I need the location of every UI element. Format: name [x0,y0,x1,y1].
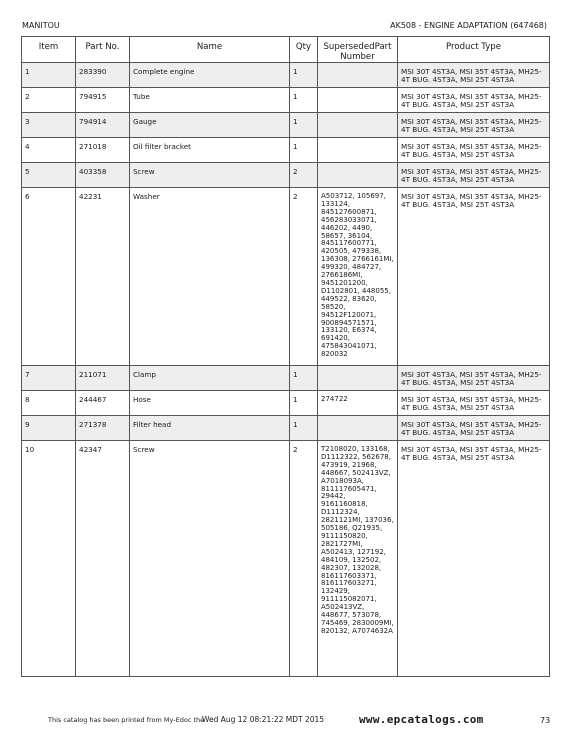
product-type-cell: MSI 30T 4ST3A, MSI 35T 4ST3A, MH25-4T BUG. 4ST3A, MSI 25T 4ST3A [398,416,550,441]
product-type-cell: MSI 30T 4ST3A, MSI 35T 4ST3A, MH25-4T BUG. 4ST3A, MSI 25T 4ST3A [398,138,550,163]
qty-cell: 1 [290,391,318,416]
print-note: This catalog has been printed from My-Edoc the [48,716,205,724]
qty-cell: 1 [290,416,318,441]
column-header-qty: Qty [290,37,318,63]
column-header-part-no: Part No. [76,37,130,63]
name-cell: Tube [130,88,290,113]
qty-cell: 2 [290,163,318,188]
name-cell: Gauge [130,113,290,138]
qty-cell: 1 [290,366,318,391]
parts-table [21,36,550,677]
superseded-cell [318,63,398,88]
name-cell: Complete engine [130,63,290,88]
qty-cell: 2 [290,441,318,677]
table-row [22,391,550,416]
item-cell: 8 [22,391,76,416]
product-type-cell: MSI 30T 4ST3A, MSI 35T 4ST3A, MH25-4T BUG. 4ST3A, MSI 25T 4ST3A [398,188,550,366]
website-link[interactable]: www.epcatalogs.com [359,713,484,726]
part-no-cell: 244467 [76,391,130,416]
part-no-cell: 794914 [76,113,130,138]
product-type-cell: MSI 30T 4ST3A, MSI 35T 4ST3A, MH25-4T BUG. 4ST3A, MSI 25T 4ST3A [398,63,550,88]
item-cell: 9 [22,416,76,441]
print-date: Wed Aug 12 08:21:22 MDT 2015 [202,715,325,724]
table-row [22,113,550,138]
column-header-name: Name [130,37,290,63]
product-type-cell: MSI 30T 4ST3A, MSI 35T 4ST3A, MH25-4T BUG. 4ST3A, MSI 25T 4ST3A [398,441,550,677]
name-cell: Screw [130,163,290,188]
table-row [22,416,550,441]
name-cell: Clamp [130,366,290,391]
superseded-cell [318,138,398,163]
table-row [22,163,550,188]
product-type-cell: MSI 30T 4ST3A, MSI 35T 4ST3A, MH25-4T BUG. 4ST3A, MSI 25T 4ST3A [398,391,550,416]
qty-cell: 1 [290,138,318,163]
superseded-cell [318,366,398,391]
catalog-title: AK508 - ENGINE ADAPTATION (647468) [390,21,547,30]
column-header-product-type: Product Type [398,37,550,63]
item-cell: 6 [22,188,76,366]
part-no-cell: 271018 [76,138,130,163]
item-cell: 7 [22,366,76,391]
brand-label: MANITOU [22,21,60,30]
name-cell: Oil filter bracket [130,138,290,163]
part-no-cell: 794915 [76,88,130,113]
item-cell: 5 [22,163,76,188]
superseded-cell: T2108020, 133168, D1112322, 562678, 473919, 21968, 448667, 502413VZ, A7018093A, 811117605471, 29442, 9161160818, D1112324, 2821121MI, 137036, 505186, Q21935, 9111150820, 2821727MI, A502413, 127192, 484109, 132502, 482307, 132028, 816117603371, 816117603271, 132429, 911115082071, A502413VZ, 448677, 573078, 745469, 2830009MI, 820132, A7074632A [318,441,398,677]
superseded-cell [318,416,398,441]
item-cell: 4 [22,138,76,163]
part-no-cell: 211071 [76,366,130,391]
part-no-cell: 271378 [76,416,130,441]
item-cell: 10 [22,441,76,677]
item-cell: 2 [22,88,76,113]
product-type-cell: MSI 30T 4ST3A, MSI 35T 4ST3A, MH25-4T BUG. 4ST3A, MSI 25T 4ST3A [398,88,550,113]
product-type-cell: MSI 30T 4ST3A, MSI 35T 4ST3A, MH25-4T BUG. 4ST3A, MSI 25T 4ST3A [398,163,550,188]
qty-cell: 1 [290,63,318,88]
part-no-cell: 403358 [76,163,130,188]
product-type-cell: MSI 30T 4ST3A, MSI 35T 4ST3A, MH25-4T BUG. 4ST3A, MSI 25T 4ST3A [398,366,550,391]
column-header-item: Item [22,37,76,63]
qty-cell: 1 [290,88,318,113]
table-row [22,63,550,88]
name-cell: Screw [130,441,290,677]
page-number: 73 [540,716,551,725]
table-row [22,366,550,391]
part-no-cell: 42231 [76,188,130,366]
item-cell: 1 [22,63,76,88]
table-row [22,441,550,677]
table-row [22,88,550,113]
table-row [22,188,550,366]
header-row [22,37,550,63]
table-row [22,138,550,163]
superseded-cell: 274722 [318,391,398,416]
name-cell: Filter head [130,416,290,441]
superseded-cell: A503712, 105697, 133124, 845127600871, 456283033071, 446202, 4490, 58657, 36104, 845117600771, 420505, 479338, 136308, 2766161MI, 499320, 484727, 2766186MI, 9451201200, D1102801, 448055, 449522, 83620, 58520, 94512F120071, 900894571571, 133120, E6374, 691420, 475843041071, 820032 [318,188,398,366]
superseded-cell [318,163,398,188]
name-cell: Hose [130,391,290,416]
item-cell: 3 [22,113,76,138]
qty-cell: 2 [290,188,318,366]
superseded-cell [318,88,398,113]
name-cell: Washer [130,188,290,366]
product-type-cell: MSI 30T 4ST3A, MSI 35T 4ST3A, MH25-4T BUG. 4ST3A, MSI 25T 4ST3A [398,113,550,138]
column-header-superseded: SupersededPartNumber [318,37,398,63]
superseded-cell [318,113,398,138]
qty-cell: 1 [290,113,318,138]
part-no-cell: 42347 [76,441,130,677]
part-no-cell: 283390 [76,63,130,88]
